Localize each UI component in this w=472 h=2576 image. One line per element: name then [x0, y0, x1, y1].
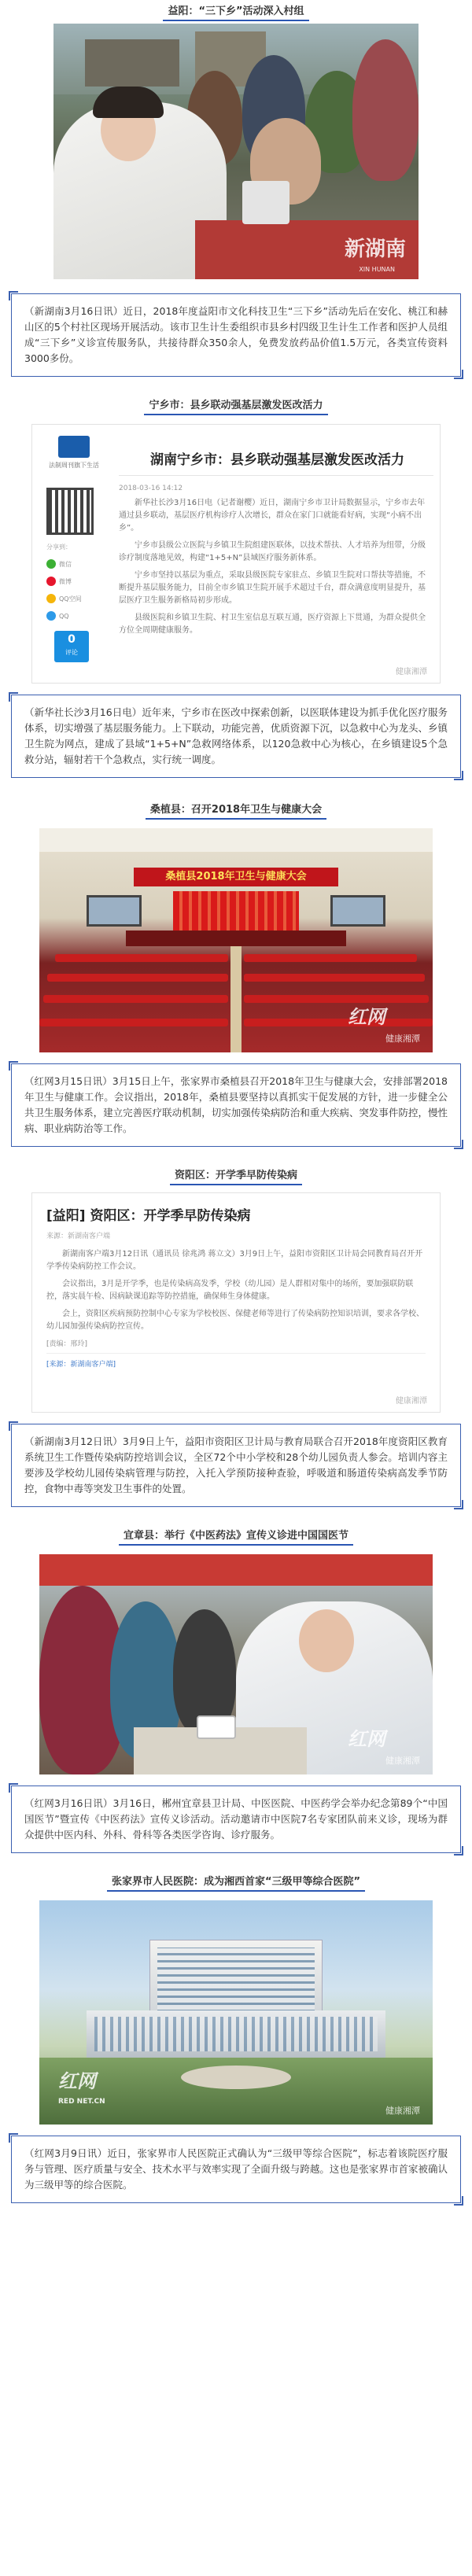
article-title: [益阳] 资阳区：开学季早防传染病 [46, 1208, 251, 1224]
section-title-text: 益阳：“三下乡”活动深入村组 [163, 6, 308, 21]
section-zhangjiajie [0, 1872, 472, 2203]
section-title-text: 宁乡市：县乡联动强基层激发医改活力 [144, 400, 327, 415]
article-paragraph: 新华社长沙3月16日电（记者谢樱）近日，湖南宁乡市卫计局数据显示，宁乡市去年通过县乡联动，基层医疗机构诊疗人次增长，群众在家门口就能看好病，实现“小病不出乡”。 [119, 499, 426, 533]
qr-code [46, 488, 94, 535]
section-title [0, 800, 472, 820]
qzone-icon [46, 594, 56, 603]
caption-yizhang: （红网3月16日讯）3月16日，郴州宜章县卫计局、中医医院、中医药学会举办纪念第89个“中国国医节”暨宣传《中医药法》宣传义诊活动。活动邀请市中医院7名专家团队前来义诊，现场为群众提供中医内科、外科、骨科等各类医学咨询、诊疗服务。 [11, 1786, 461, 1853]
comment-count-label: 评论 [65, 649, 78, 656]
caption-ningxiang: （新华社长沙3月16日电）近年来，宁乡市在医改中探索创新，以医联体建设为抓手优化医疗服务体系，切实增强了基层服务能力。上下联动，功能完善，优质资源下沉，以急救中心为龙头、乡镇卫生院为网点，建成了县域“1+5+N”急救网络体系，以120急救中心为核心，在乡镇建设5个急救分站，辐射若干个急救点，实行统一调度。 [11, 695, 461, 778]
section-title [0, 0, 472, 24]
article-editor: [责编：邢玲] [46, 1340, 88, 1348]
article-paragraph: 会议指出，3月是开学季，也是传染病高发季，学校（幼儿园）是人群相对集中的场所，要加强联防联控，落实晨午检、因病缺课追踪等防控措施，确保师生身体健康。 [46, 1280, 414, 1301]
article-source-link[interactable]: [来源：新湖南客户端] [46, 1353, 426, 1369]
share-list [46, 555, 101, 625]
section-title [0, 1526, 472, 1546]
section-title-text: 宜章县：举行《中医药法》宣传义诊进中国国医节 [119, 1530, 353, 1546]
photo-watermark: 红网 [58, 2069, 96, 2092]
photo-conference-hall [39, 828, 433, 1052]
share-wechat[interactable]: 微信 [46, 555, 101, 573]
article-watermark: 健康湘潭 [396, 668, 427, 676]
article-meta: 2018-03-16 14:12 [119, 485, 183, 492]
caption-zhangjiajie: （红网3月9日讯）近日，张家界市人民医院正式确认为“三级甲等综合医院”，标志着该院医疗服务与管理、医疗质量与安全、技术水平与效率实现了全面升级与跨越。这也是张家界市首家被确认为三级甲等的综合医院。 [11, 2136, 461, 2203]
section-yizhang [0, 1526, 472, 1853]
section-title [0, 396, 472, 416]
article-paragraph: 新湖南客户端3月12日讯（通讯员 徐兆鸿 蒋立文）3月9日上午，益阳市资阳区卫计局会同教育局召开开学季传染病防控工作会议。 [46, 1250, 423, 1271]
comment-count: 0 [68, 633, 76, 646]
photo-hospital-building [39, 1900, 433, 2125]
article-watermark: 健康湘潭 [396, 1397, 427, 1406]
comment-count-box[interactable] [54, 631, 89, 662]
section-title [0, 1166, 472, 1186]
share-label: 分享到： [46, 544, 72, 551]
article-title: 湖南宁乡市：县乡联动强基层激发医改活力 [150, 452, 404, 468]
section-ningxiang [0, 396, 472, 778]
article-meta: 来源：新湖南客户端 [46, 1233, 111, 1240]
photo-watermark-sub: 健康湘潭 [385, 2106, 420, 2116]
qq-icon [46, 611, 56, 621]
section-sangzhi [0, 800, 472, 1147]
photo-watermark-sub: 健康湘潭 [385, 1034, 420, 1044]
photo-watermark: 新湖南 [344, 238, 406, 261]
photo-watermark: 红网 [348, 1005, 385, 1028]
photo-tcm-clinic [39, 1554, 433, 1774]
photo-watermark-url: RED NET.CN [58, 2098, 105, 2106]
conference-banner: 桑植县2018年卫生与健康大会 [134, 868, 338, 886]
photo-free-clinic [53, 24, 419, 279]
section-ziyang [0, 1166, 472, 1507]
article-screenshot-ziyang [31, 1192, 441, 1413]
photo-watermark: 红网 [348, 1727, 385, 1750]
article-paragraph: 宁乡市县级公立医院与乡镇卫生院组建医联体，以技术帮扶、人才培养为纽带，分级诊疗制度落地见效，构建“1+5+N”县域医疗服务新体系。 [119, 541, 426, 562]
section-sanxiaxiang [0, 0, 472, 377]
share-weibo[interactable]: 微博 [46, 573, 101, 590]
article-paragraph: 宁乡市坚持以基层为重点，采取县级医院专家驻点、乡镇卫生院对口帮扶等措施，不断提升基层服务能力，目前全市乡镇卫生院开展手术超过千台，群众满意度明显提升，基层医疗卫生服务新格局初步形成。 [119, 571, 426, 605]
article-body [119, 485, 427, 642]
article-body [46, 1248, 426, 1333]
article-screenshot-ningxiang [31, 424, 441, 684]
section-title [0, 1872, 472, 1892]
logo [46, 436, 101, 477]
photo-watermark-sub: XIN HUNAN [359, 266, 395, 273]
share-qzone[interactable]: QQ空间 [46, 590, 101, 607]
caption-ziyang: （新湖南3月12日讯）3月9日上午，益阳市资阳区卫计局与教育局联合召开2018年度资阳区教育系统卫生工作暨传染病防控培训会议，全区72个中小学校和28个幼儿园负责人参会。培训内容主要涉及学校幼儿园传染病管理与防控，入托入学预防接种查验，呼吸道和肠道传染病高发季节防控，食物中毒等突发卫生事件的处置。 [11, 1424, 461, 1507]
logo-text: 法制周刊旗下生活 [49, 462, 99, 469]
section-title-text: 桑植县：召开2018年卫生与健康大会 [146, 804, 326, 820]
weibo-icon [46, 577, 56, 586]
share-qq[interactable]: QQ [46, 607, 101, 625]
article-paragraph: 县级医院和乡镇卫生院、村卫生室信息互联互通，医疗资源上下贯通，为群众提供全方位全周期健康服务。 [119, 614, 426, 635]
wechat-icon [46, 559, 56, 569]
photo-watermark-sub: 健康湘潭 [385, 1756, 420, 1766]
caption-sanxiaxiang: （新湖南3月16日讯）近日，2018年度益阳市文化科技卫生“三下乡”活动先后在安化、桃江和赫山区的5个村社区现场开展活动。该市卫生计生委组织市县乡村四级卫生计生工作者和医护人员组成“三下乡”义诊宣传服务队，共接待群众350余人，免费发放药品价值1.5万元，各类宣传资料3000多份。 [11, 293, 461, 377]
section-title-text: 资阳区：开学季早防传染病 [170, 1170, 302, 1185]
article-paragraph: 会上，资阳区疾病预防控制中心专家为学校校医、保健老师等进行了传染病防控知识培训，要求各学校、幼儿园加强传染病防控宣传。 [46, 1310, 424, 1331]
caption-sangzhi: （红网3月15日讯）3月15日上午，张家界市桑植县召开2018年卫生与健康大会，安排部署2018年卫生与健康工作。会议指出，2018年，桑植县要坚持以真抓实干促发展的方针，进一步健全公共卫生服务体系，建立完善医疗联动机制，切实加强传染病防治和重大疾病、突发事件防控，慢性病、职业病防治等工作。 [11, 1063, 461, 1147]
section-title-text: 张家界市人民医院：成为湘西首家“三级甲等综合医院” [107, 1876, 365, 1892]
